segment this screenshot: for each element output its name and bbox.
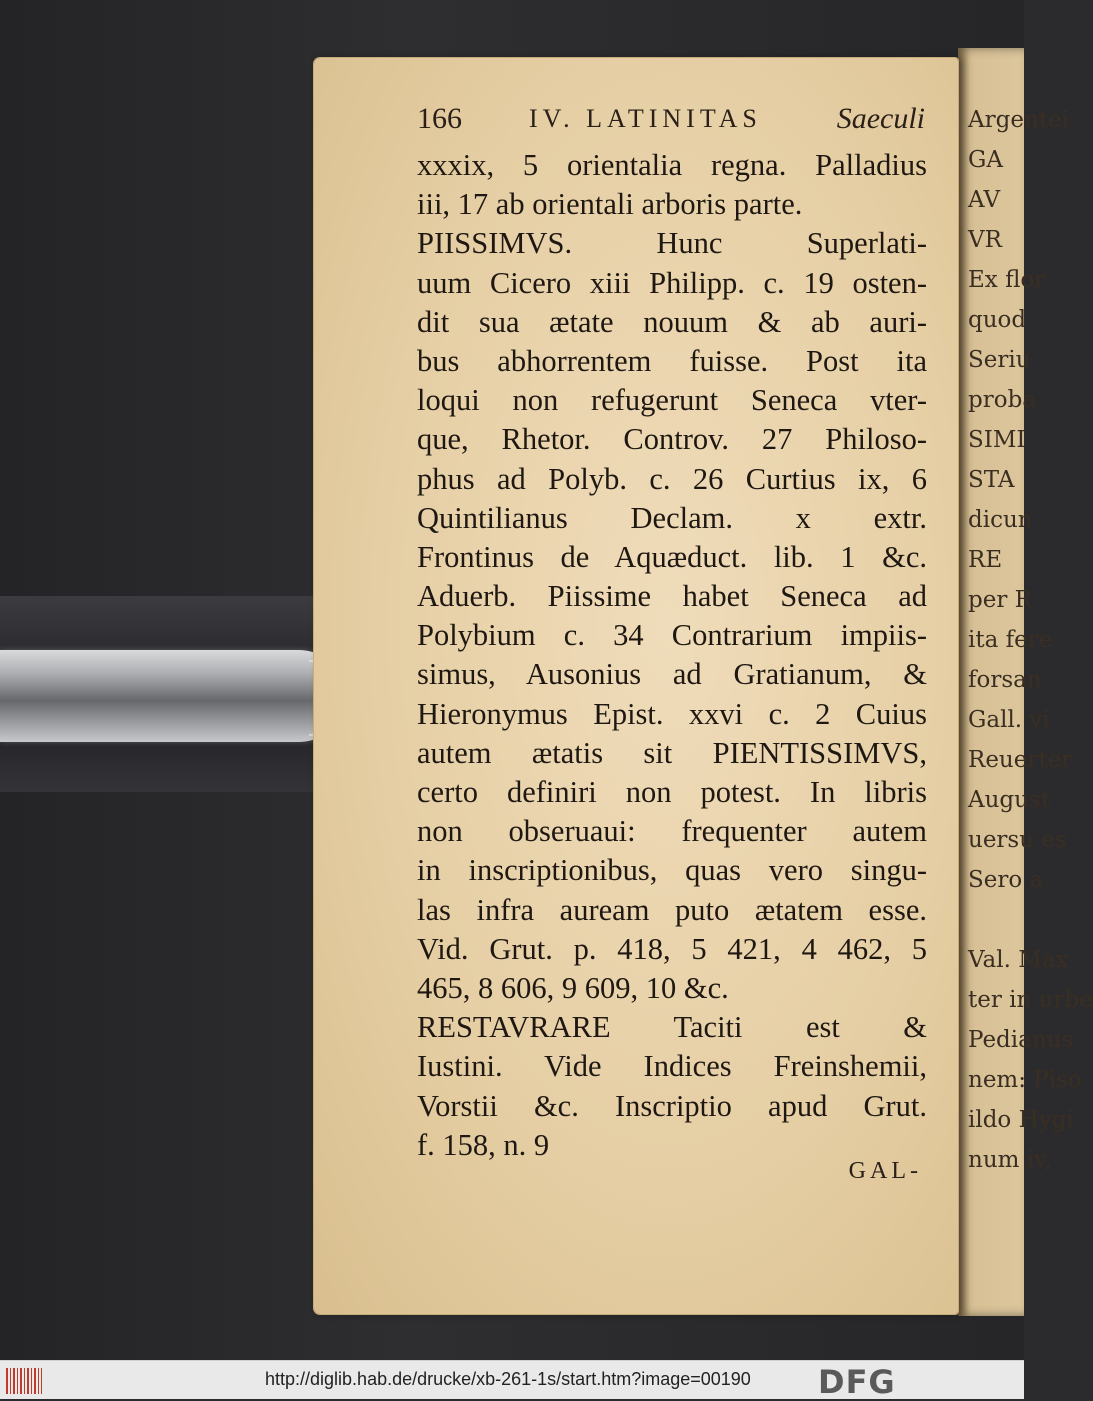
page-header [417, 102, 925, 142]
facing-page-line [968, 900, 1024, 940]
running-head-italic: Saeculi [836, 102, 925, 135]
text-line: dit sua ætate nouum & ab auri- [417, 304, 927, 339]
facing-page-line: Sero a [968, 867, 1044, 893]
page-clamp [0, 650, 345, 742]
barcode-icon [6, 1368, 42, 1394]
text-line: Iustini. Vide Indices Freinshemii, [417, 1049, 927, 1084]
text-line: Vid. Grut. p. 418, 5 421, 4 462, 5 [417, 931, 927, 966]
text-line: phus ad Polyb. c. 26 Curtius ix, 6 [417, 461, 927, 496]
facing-page-line: Ex flor [968, 267, 1046, 293]
dfg-logo: DFG [818, 1363, 896, 1401]
text-line: uum Cicero xiii Philipp. c. 19 osten- [417, 265, 927, 300]
facing-page-line: per R [968, 587, 1032, 613]
text-line: in inscriptionibus, quas vero singu- [417, 853, 927, 888]
page-number: 166 [417, 102, 462, 135]
text-line: RESTAVRARE Taciti est & [417, 1010, 927, 1045]
text-line: PIISSIMVS. Hunc Superlati- [417, 226, 927, 261]
text-line: que, Rhetor. Controv. 27 Philoso- [417, 422, 927, 457]
facing-page-line: Seriu [968, 347, 1031, 373]
facing-page-line: uersu es [968, 827, 1067, 853]
facing-page-line: VR [968, 227, 1002, 253]
facing-page-line: ter in urbe [968, 987, 1093, 1013]
text-line: Hieronymus Epist. xxvi c. 2 Cuius [417, 696, 927, 731]
facing-page-line: SIMI [968, 427, 1026, 453]
viewer-footer [0, 1360, 1024, 1399]
facing-page-line: ildo Hygi [968, 1107, 1074, 1133]
body-text [417, 146, 927, 1165]
facing-page-line: nem: Piso [968, 1067, 1082, 1093]
facing-page-line: Argentei [968, 107, 1069, 133]
text-line: simus, Ausonius ad Gratianum, & [417, 657, 927, 692]
facing-page [958, 48, 1093, 1316]
text-line: Frontinus de Aquæduct. lib. 1 &c. [417, 539, 927, 574]
facing-page-line: RE [968, 547, 1003, 573]
text-line: non obseruaui: frequenter autem [417, 814, 927, 849]
text-line: autem ætatis sit PIENTISSIMVS, [417, 735, 927, 770]
text-line: Vorstii &c. Inscriptio apud Grut. [417, 1088, 927, 1123]
facing-page-line: num iv, [968, 1147, 1052, 1173]
facing-page-line: Pedianus [968, 1027, 1074, 1053]
facing-page-line: Reuerter [968, 747, 1073, 773]
text-line: bus abhorrentem fuisse. Post ita [417, 343, 927, 378]
text-line: Aduerb. Piissime habet Seneca ad [417, 579, 927, 614]
text-line: certo definiri non potest. In libris [417, 775, 927, 809]
book-page [314, 58, 958, 1314]
text-line: xxxix, 5 orientalia regna. Palladius [417, 148, 927, 182]
facing-page-line: STA [968, 467, 1015, 493]
catchword: GAL- [848, 1158, 922, 1184]
page-url[interactable]: http://diglib.hab.de/drucke/xb-261-1s/start.htm?image=00190 [265, 1369, 751, 1389]
facing-page-line: proba [968, 387, 1037, 413]
facing-page-line: Gall. vi [968, 707, 1050, 733]
facing-page-line: forsan [968, 667, 1042, 693]
facing-page-line: quod [968, 307, 1027, 333]
text-line: loqui non refugerunt Seneca vter- [417, 383, 927, 418]
text-line: f. 158, n. 9 [417, 1127, 550, 1162]
facing-page-line: AV [968, 187, 1001, 213]
text-line: iii, 17 ab orientali arboris parte. [417, 187, 803, 222]
running-head: IV. LATINITAS [529, 104, 762, 133]
facing-page-line: ita fere [968, 627, 1053, 653]
facing-page-line: August [968, 787, 1051, 813]
facing-page-line: GA [968, 147, 1003, 173]
text-line: Quintilianus Declam. x extr. [417, 500, 927, 535]
text-line: las infra auream puto ætatem esse. [417, 892, 927, 927]
text-line: Polybium c. 34 Contrarium impiis- [417, 618, 927, 653]
facing-page-line: Val. Max [968, 947, 1069, 973]
facing-page-line: dicun [968, 507, 1033, 533]
text-line: 465, 8 606, 9 609, 10 &c. [417, 970, 729, 1005]
